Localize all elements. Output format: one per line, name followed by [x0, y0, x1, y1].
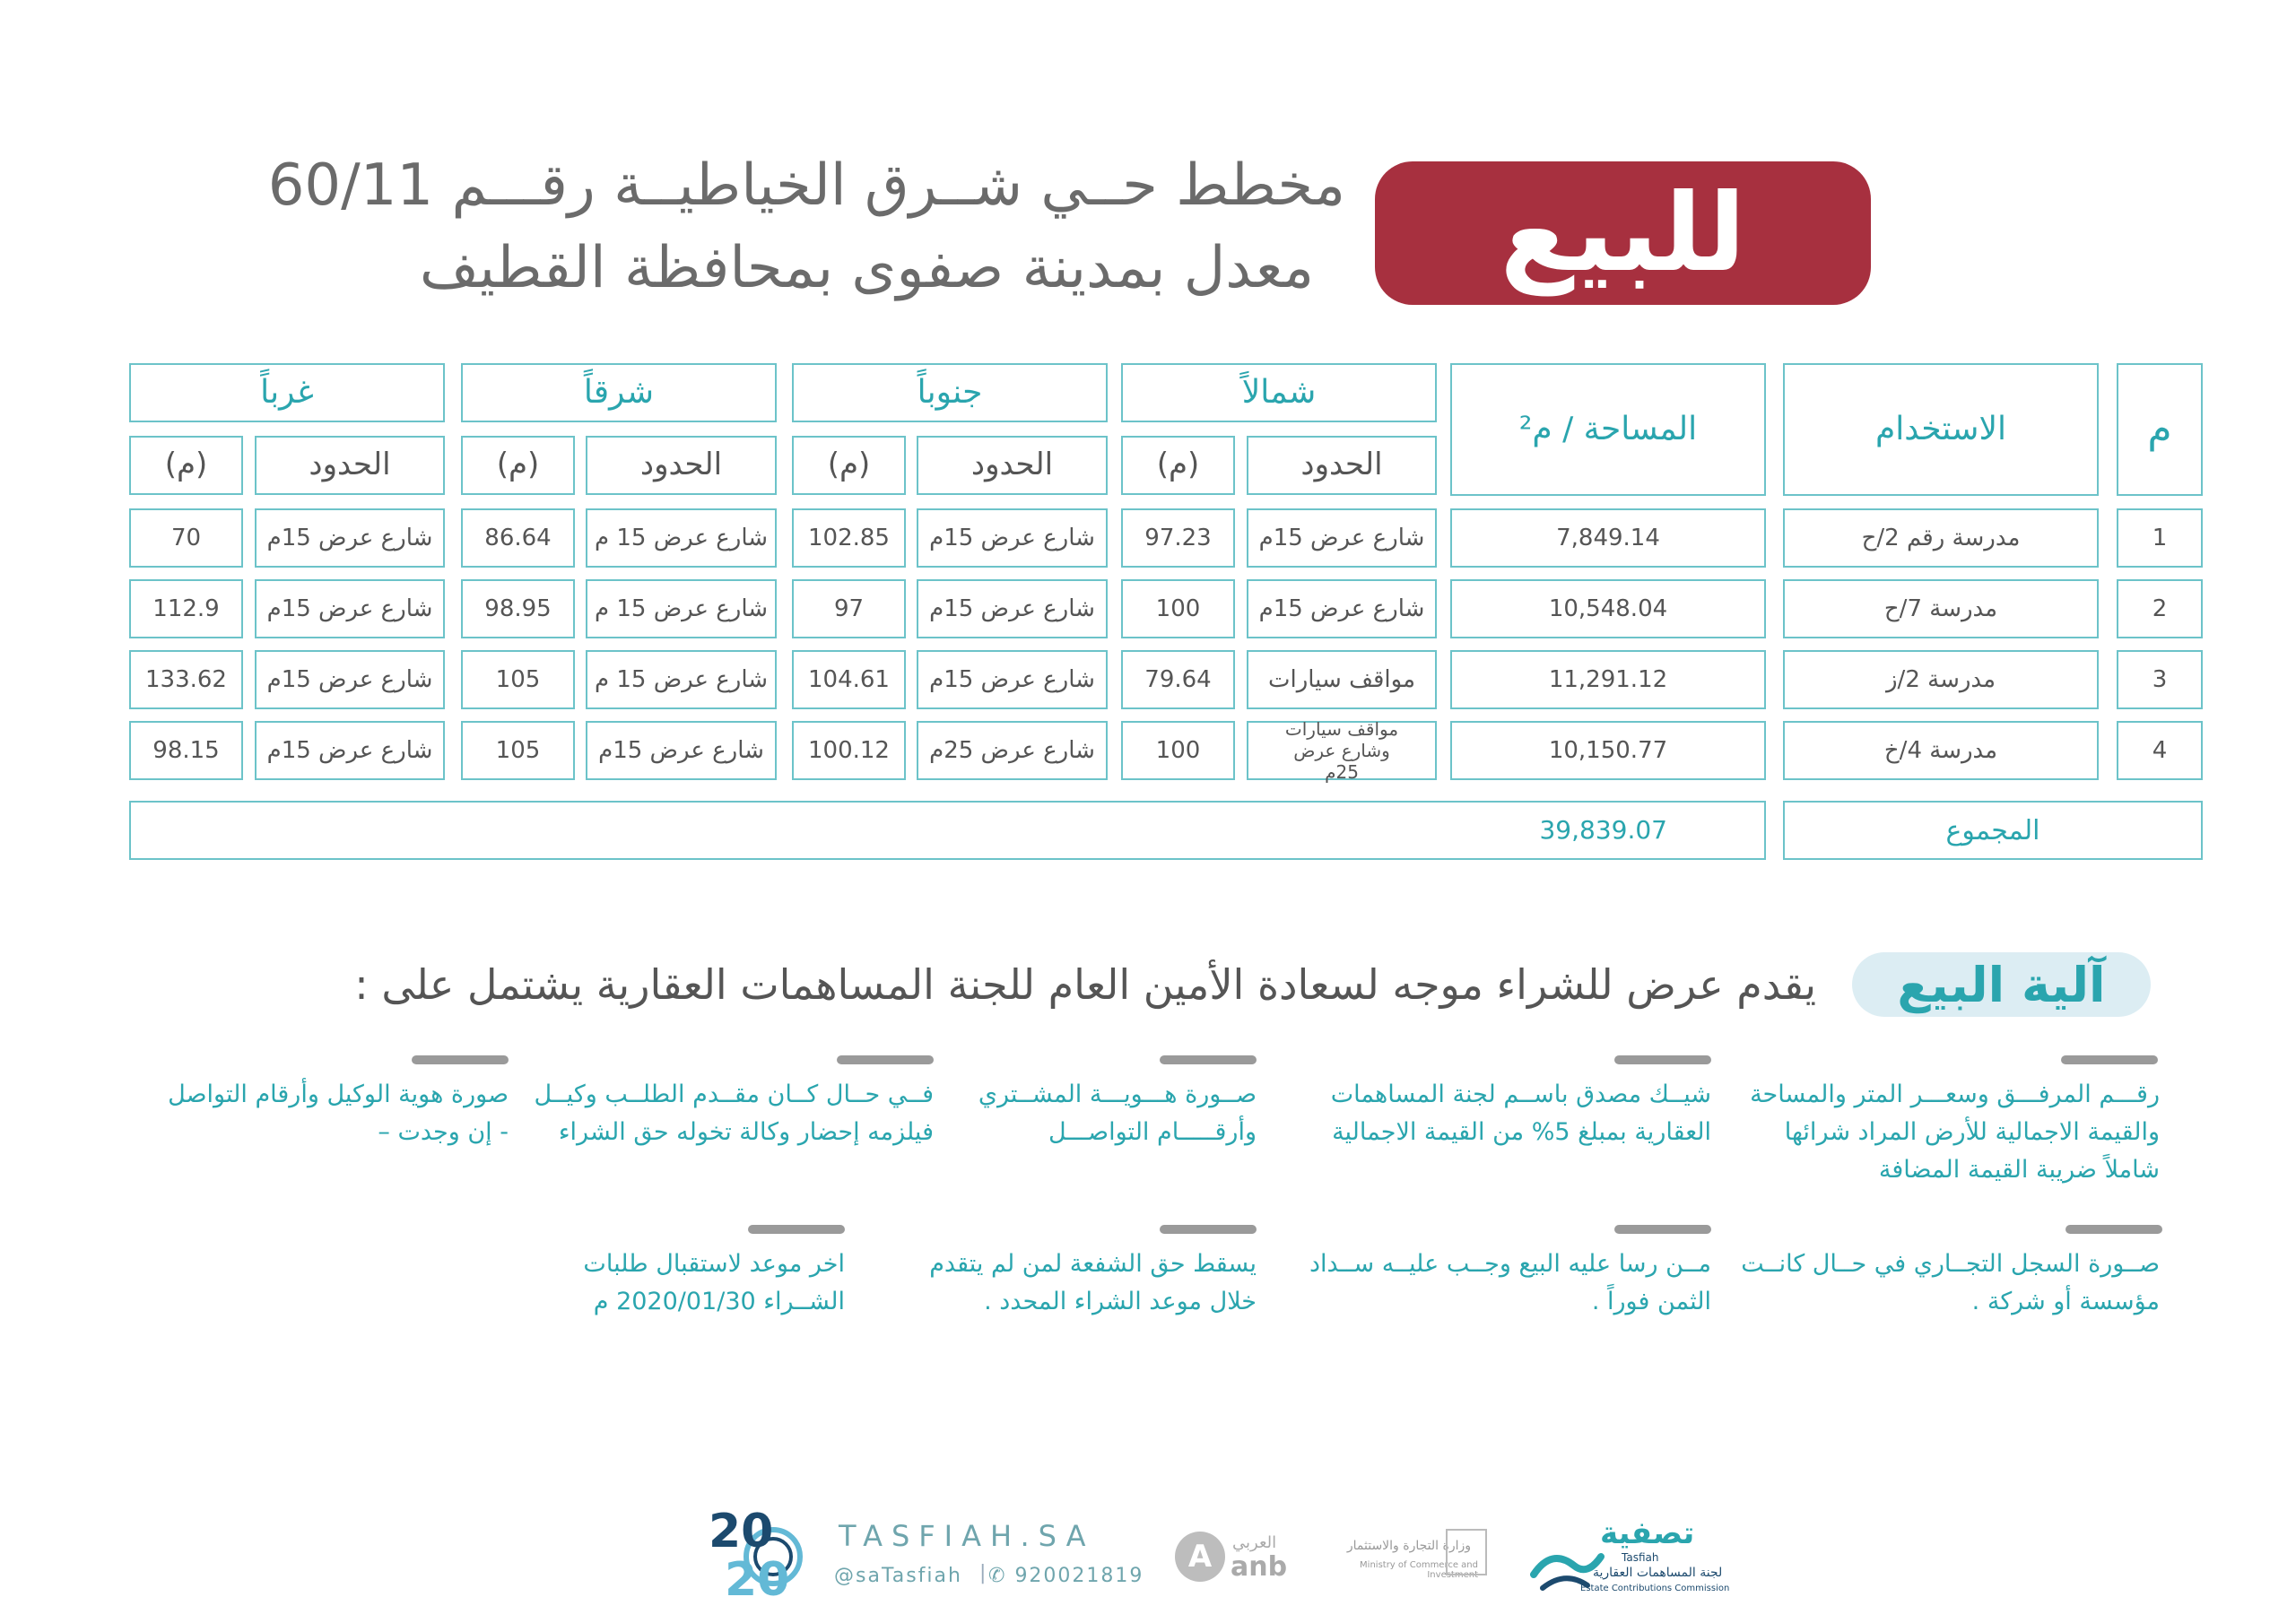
south-length: 102.85: [792, 508, 906, 568]
tasfiah-logo-arabic: تصفية: [1600, 1515, 1695, 1551]
mechanism-item: صــورة هـــويـــة المشــتري وأرقـــــام التواصـــل: [978, 1081, 1257, 1146]
west-bound-subheader: الحدود: [255, 436, 445, 495]
col-usage-header: الاستخدام: [1783, 363, 2099, 496]
bullet-marker: [1160, 1055, 1257, 1064]
for-sale-label: للبيع: [1500, 170, 1746, 296]
year-bottom: 20: [725, 1553, 790, 1607]
east-bound-subheader: الحدود: [586, 436, 777, 495]
sale-mechanism-description: يقدم عرض للشراء موجه لسعادة الأمين العام للجنة المساهمات العقارية يشتمل على :: [354, 960, 1816, 1009]
west-length: 98.15: [129, 721, 243, 780]
anb-logo-icon: A: [1175, 1532, 1225, 1582]
west-bound: شارع عرض 15م: [255, 508, 445, 568]
north-header: شمالاً: [1121, 363, 1437, 422]
south-bound: شارع عرض 15م: [917, 650, 1108, 709]
west-bound: شارع عرض 15م: [255, 579, 445, 638]
north-length: 97.23: [1121, 508, 1235, 568]
sale-mechanism-title: آلية البيع: [1897, 956, 2106, 1013]
west-length-subheader: (م): [129, 436, 243, 495]
mechanism-item: شيــك مصدق باســم لجنة المساهمات العقارية بمبلغ 5% من القيمة الاجمالية: [1330, 1081, 1711, 1146]
row-area: 10,548.04: [1450, 579, 1766, 638]
tasfiah-logo-en: Tasfiah: [1622, 1551, 1659, 1564]
mechanism-item: رقـــم المرفـــق وسعـــر المتر والمساحة والقيمة الاجمالية للأرض المراد شرائها شاملاً ضريبة القيمة المضافة: [1750, 1081, 2160, 1184]
north-bound-subheader: الحدود: [1247, 436, 1437, 495]
twitter-handle: @saTasfiah: [834, 1565, 962, 1587]
row-index: 3: [2117, 650, 2203, 709]
bullet-marker: [1614, 1225, 1711, 1234]
bullet-marker: [2061, 1055, 2158, 1064]
south-length: 104.61: [792, 650, 906, 709]
east-bound: شارع عرض 15 م: [586, 508, 777, 568]
separator: |: [979, 1562, 987, 1584]
ministry-label: وزارة التجارة والاستثمار: [1346, 1539, 1471, 1553]
mechanism-item: فــي حــال كــان مقــدم الطلــب وكيــل فيلزمه إحضار وكالة تخوله حق الشراء: [534, 1081, 934, 1146]
east-length: 86.64: [461, 508, 575, 568]
south-length: 100.12: [792, 721, 906, 780]
west-length: 112.9: [129, 579, 243, 638]
page-subtitle: معدل بمدينة صفوى بمحافظة القطيف: [419, 235, 1314, 301]
north-bound: شارع عرض 15م: [1247, 579, 1437, 638]
south-length: 97: [792, 579, 906, 638]
south-header: جنوباً: [792, 363, 1108, 422]
mechanism-item: يسقط حق الشفعة لمن لم يتقدم خلال موعد الشراء المحدد .: [929, 1250, 1257, 1315]
north-bound: مواقف سيارات: [1247, 650, 1437, 709]
north-length: 100: [1121, 721, 1235, 780]
east-bound: شارع عرض 15 م: [586, 650, 777, 709]
south-bound: شارع عرض 25م: [917, 721, 1108, 780]
ministry-label-en: Ministry of Commerce and Investment: [1360, 1560, 1478, 1580]
row-usage: مدرسة 2/ز: [1783, 650, 2099, 709]
bullet-marker: [412, 1055, 509, 1064]
west-header: غرباً: [129, 363, 445, 422]
north-length-subheader: (م): [1121, 436, 1235, 495]
page-title: مخطط حــي شــرق الخياطيــة رقـــم 60/11: [267, 152, 1345, 219]
west-length: 133.62: [129, 650, 243, 709]
bullet-marker: [2066, 1225, 2162, 1234]
mechanism-item: مــن رسا عليه البيع وجــب عليــه ســداد الثمن فوراً .: [1309, 1250, 1711, 1315]
ministry-emblem-icon: [1446, 1529, 1487, 1575]
tasfiah-logo-subtitle-en: Estate Contributions Commission: [1580, 1584, 1730, 1593]
mechanism-item: صورة هوية الوكيل وأرقام التواصل - إن وجدت –: [168, 1081, 509, 1146]
phone-value: 920021819: [1014, 1565, 1144, 1587]
row-usage: مدرسة رقم 2/ح: [1783, 508, 2099, 568]
east-header: شرقاً: [461, 363, 777, 422]
east-length-subheader: (م): [461, 436, 575, 495]
south-length-subheader: (م): [792, 436, 906, 495]
total-value: 39,839.07: [129, 801, 1766, 860]
row-index: 4: [2117, 721, 2203, 780]
row-index: 2: [2117, 579, 2203, 638]
row-area: 11,291.12: [1450, 650, 1766, 709]
north-length: 79.64: [1121, 650, 1235, 709]
mechanism-item: اخر موعد لاستقبال طلبات الشــراء 2020/01/30 م: [583, 1250, 845, 1315]
col-index-header: م: [2117, 363, 2203, 496]
anb-label: anb: [1231, 1551, 1288, 1583]
for-sale-badge: [1375, 161, 1871, 305]
west-bound: شارع عرض 15م: [255, 650, 445, 709]
north-bound: مواقف سيارات وشارع عرض 25م: [1247, 721, 1437, 780]
row-area: 10,150.77: [1450, 721, 1766, 780]
mechanism-item: صــورة السجل التجــاري في حــال كانــت مؤسسة أو شركة .: [1741, 1250, 2160, 1315]
east-length: 105: [461, 721, 575, 780]
south-bound: شارع عرض 15م: [917, 579, 1108, 638]
east-length: 98.95: [461, 579, 575, 638]
row-usage: مدرسة 7/ح: [1783, 579, 2099, 638]
north-bound: شارع عرض 15م: [1247, 508, 1437, 568]
sale-mechanism-badge: [1852, 952, 2151, 1017]
tasfiah-logo-subtitle: لجنة المساهمات العقارية: [1593, 1566, 1723, 1580]
east-length: 105: [461, 650, 575, 709]
phone-number: [988, 1565, 1144, 1587]
row-usage: مدرسة 4/خ: [1783, 721, 2099, 780]
east-bound: شارع عرض 15 م: [586, 579, 777, 638]
total-label: المجموع: [1783, 801, 2203, 860]
tasfiah-logo: [1525, 1515, 1730, 1605]
west-bound: شارع عرض 15م: [255, 721, 445, 780]
year-2020-logo: [709, 1506, 816, 1605]
south-bound-subheader: الحدود: [917, 436, 1108, 495]
bullet-marker: [1160, 1225, 1257, 1234]
col-area-header: المساحة / م²: [1450, 363, 1766, 496]
bullet-marker: [837, 1055, 934, 1064]
year-top: 20: [709, 1505, 774, 1558]
phone-icon: ✆: [988, 1565, 1007, 1587]
row-area: 7,849.14: [1450, 508, 1766, 568]
north-length: 100: [1121, 579, 1235, 638]
row-index: 1: [2117, 508, 2203, 568]
bullet-marker: [748, 1225, 845, 1234]
website-label: TASFIAH.SA: [839, 1519, 1095, 1553]
bullet-marker: [1614, 1055, 1711, 1064]
east-bound: شارع عرض 15م: [586, 721, 777, 780]
south-bound: شارع عرض 15م: [917, 508, 1108, 568]
anb-arabic: العربي: [1232, 1533, 1277, 1552]
west-length: 70: [129, 508, 243, 568]
